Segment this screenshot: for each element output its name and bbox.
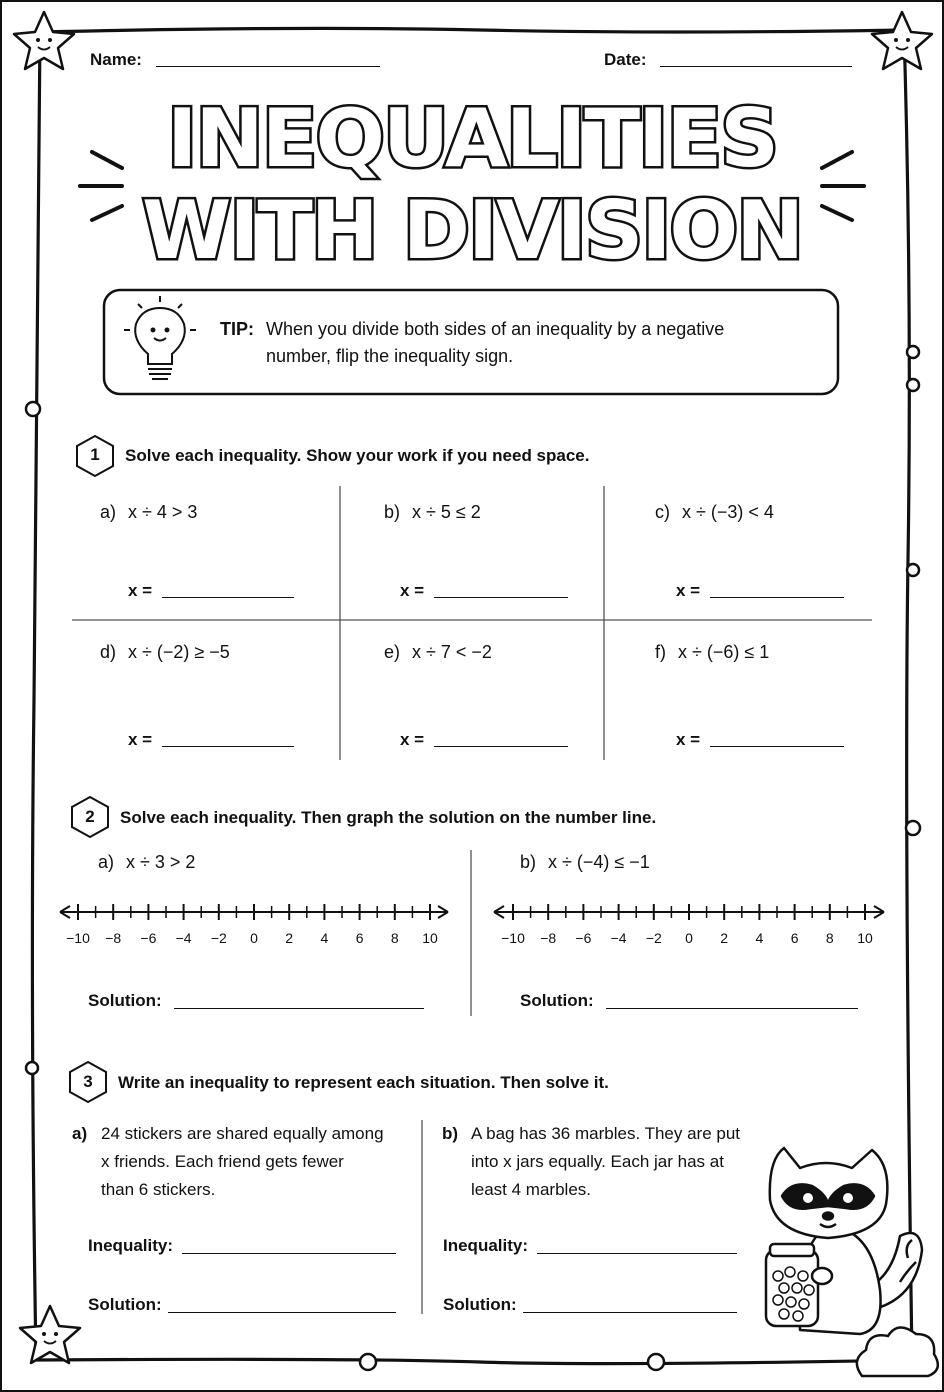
problem-3b-line: least 4 marbles. [471, 1180, 591, 1199]
solution-field-2b[interactable] [606, 1008, 858, 1009]
tick-label: 8 [390, 930, 399, 946]
problem-3a-line: x friends. Each friend gets fewer [101, 1152, 344, 1171]
problem-3a-line: than 6 stickers. [101, 1180, 216, 1199]
tick-label: −10 [66, 930, 90, 946]
number-line-b[interactable] [494, 904, 884, 920]
answer-label-1f: x = [676, 730, 701, 749]
solution-label-2a: Solution: [88, 991, 162, 1010]
tick-label: 2 [720, 930, 729, 946]
smiling-star-icon-bottom-left [20, 1306, 80, 1363]
problem-3a-letter: a) [72, 1124, 88, 1143]
solution-label-3a: Solution: [88, 1295, 162, 1314]
tick-label: 2 [285, 930, 294, 946]
inequality-field-3a[interactable] [182, 1253, 396, 1254]
answer-label-1a: x = [128, 581, 153, 600]
answer-field-1d[interactable] [162, 746, 294, 747]
inequality-field-3b[interactable] [537, 1253, 737, 1254]
answer-label-1b: x = [400, 581, 425, 600]
section3-instruction: Write an inequality to represent each situation. Then solve it. [118, 1073, 609, 1092]
tick-label: −6 [140, 930, 157, 946]
problem-1a: a) x ÷ 4 > 3 [100, 502, 198, 522]
tip-label: TIP: [220, 319, 254, 339]
solution-label-2b: Solution: [520, 991, 594, 1010]
problem-1c: c) x ÷ (−3) < 4 [655, 502, 774, 522]
title-line2: WITH DIVISION [142, 184, 802, 277]
page-title [0, 0, 944, 300]
raccoon-with-candy-jar [766, 1148, 922, 1334]
number-line-a[interactable] [60, 904, 448, 920]
section2-instruction: Solve each inequality. Then graph the solution on the number line. [120, 808, 657, 827]
tick-label: 10 [422, 930, 438, 946]
tick-label: −4 [175, 930, 192, 946]
answer-field-1e[interactable] [434, 746, 568, 747]
answer-field-1b[interactable] [434, 597, 568, 598]
problem-2a: a) x ÷ 3 > 2 [98, 852, 196, 872]
title-line1: INEQUALITIES [167, 92, 777, 185]
tick-label: 4 [755, 930, 764, 946]
answer-field-1f[interactable] [710, 746, 844, 747]
solution-label-3b: Solution: [443, 1295, 517, 1314]
tick-label: −4 [610, 930, 627, 946]
problem-1f: f) x ÷ (−6) ≤ 1 [655, 642, 770, 662]
tip-line1: When you divide both sides of an inequality by a negative [266, 319, 725, 339]
problem-3a-line: 24 stickers are shared equally among [101, 1124, 384, 1143]
problem-3a-text [101, 1120, 384, 1204]
tick-label: −2 [645, 930, 662, 946]
problem-2b: b) x ÷ (−4) ≤ −1 [520, 852, 650, 872]
cloud-icon [857, 1327, 938, 1376]
tick-label: −2 [210, 930, 227, 946]
problem-1e: e) x ÷ 7 < −2 [384, 642, 492, 662]
tick-label: 6 [790, 930, 799, 946]
solution-field-3a[interactable] [168, 1312, 396, 1313]
inequality-label-3b: Inequality: [443, 1236, 529, 1255]
problem-3b-line: A bag has 36 marbles. They are put [471, 1124, 741, 1143]
tick-label: −8 [540, 930, 557, 946]
problem-3b-text [471, 1120, 740, 1204]
solution-field-2a[interactable] [174, 1008, 424, 1009]
date-label: Date: [604, 50, 647, 69]
problem-1b: b) x ÷ 5 ≤ 2 [384, 502, 481, 522]
tick-label: 8 [825, 930, 834, 946]
problem-3b-letter: b) [442, 1124, 459, 1143]
tick-label: −6 [575, 930, 592, 946]
tick-label: −8 [105, 930, 122, 946]
answer-label-1e: x = [400, 730, 425, 749]
answer-field-1a[interactable] [162, 597, 294, 598]
problem-3b-line: into x jars equally. Each jar has at [471, 1152, 724, 1171]
name-label: Name: [90, 50, 142, 69]
answer-label-1d: x = [128, 730, 153, 749]
tick-label: 6 [355, 930, 364, 946]
solution-field-3b[interactable] [523, 1312, 737, 1313]
tip-line2: number, flip the inequality sign. [266, 346, 514, 366]
answer-field-1c[interactable] [710, 597, 844, 598]
tick-label: −10 [501, 930, 525, 946]
inequality-label-3a: Inequality: [88, 1236, 174, 1255]
section1-number: 1 [90, 445, 100, 464]
tick-label: 4 [320, 930, 329, 946]
tick-label: 10 [857, 930, 873, 946]
answer-label-1c: x = [676, 581, 701, 600]
problem-1d: d) x ÷ (−2) ≥ −5 [100, 642, 230, 662]
tick-label: 0 [250, 930, 258, 946]
section2-number: 2 [85, 807, 95, 826]
tick-label: 0 [685, 930, 693, 946]
section3-number: 3 [83, 1072, 93, 1091]
section1-instruction: Solve each inequality. Show your work if you need space. [125, 446, 590, 465]
